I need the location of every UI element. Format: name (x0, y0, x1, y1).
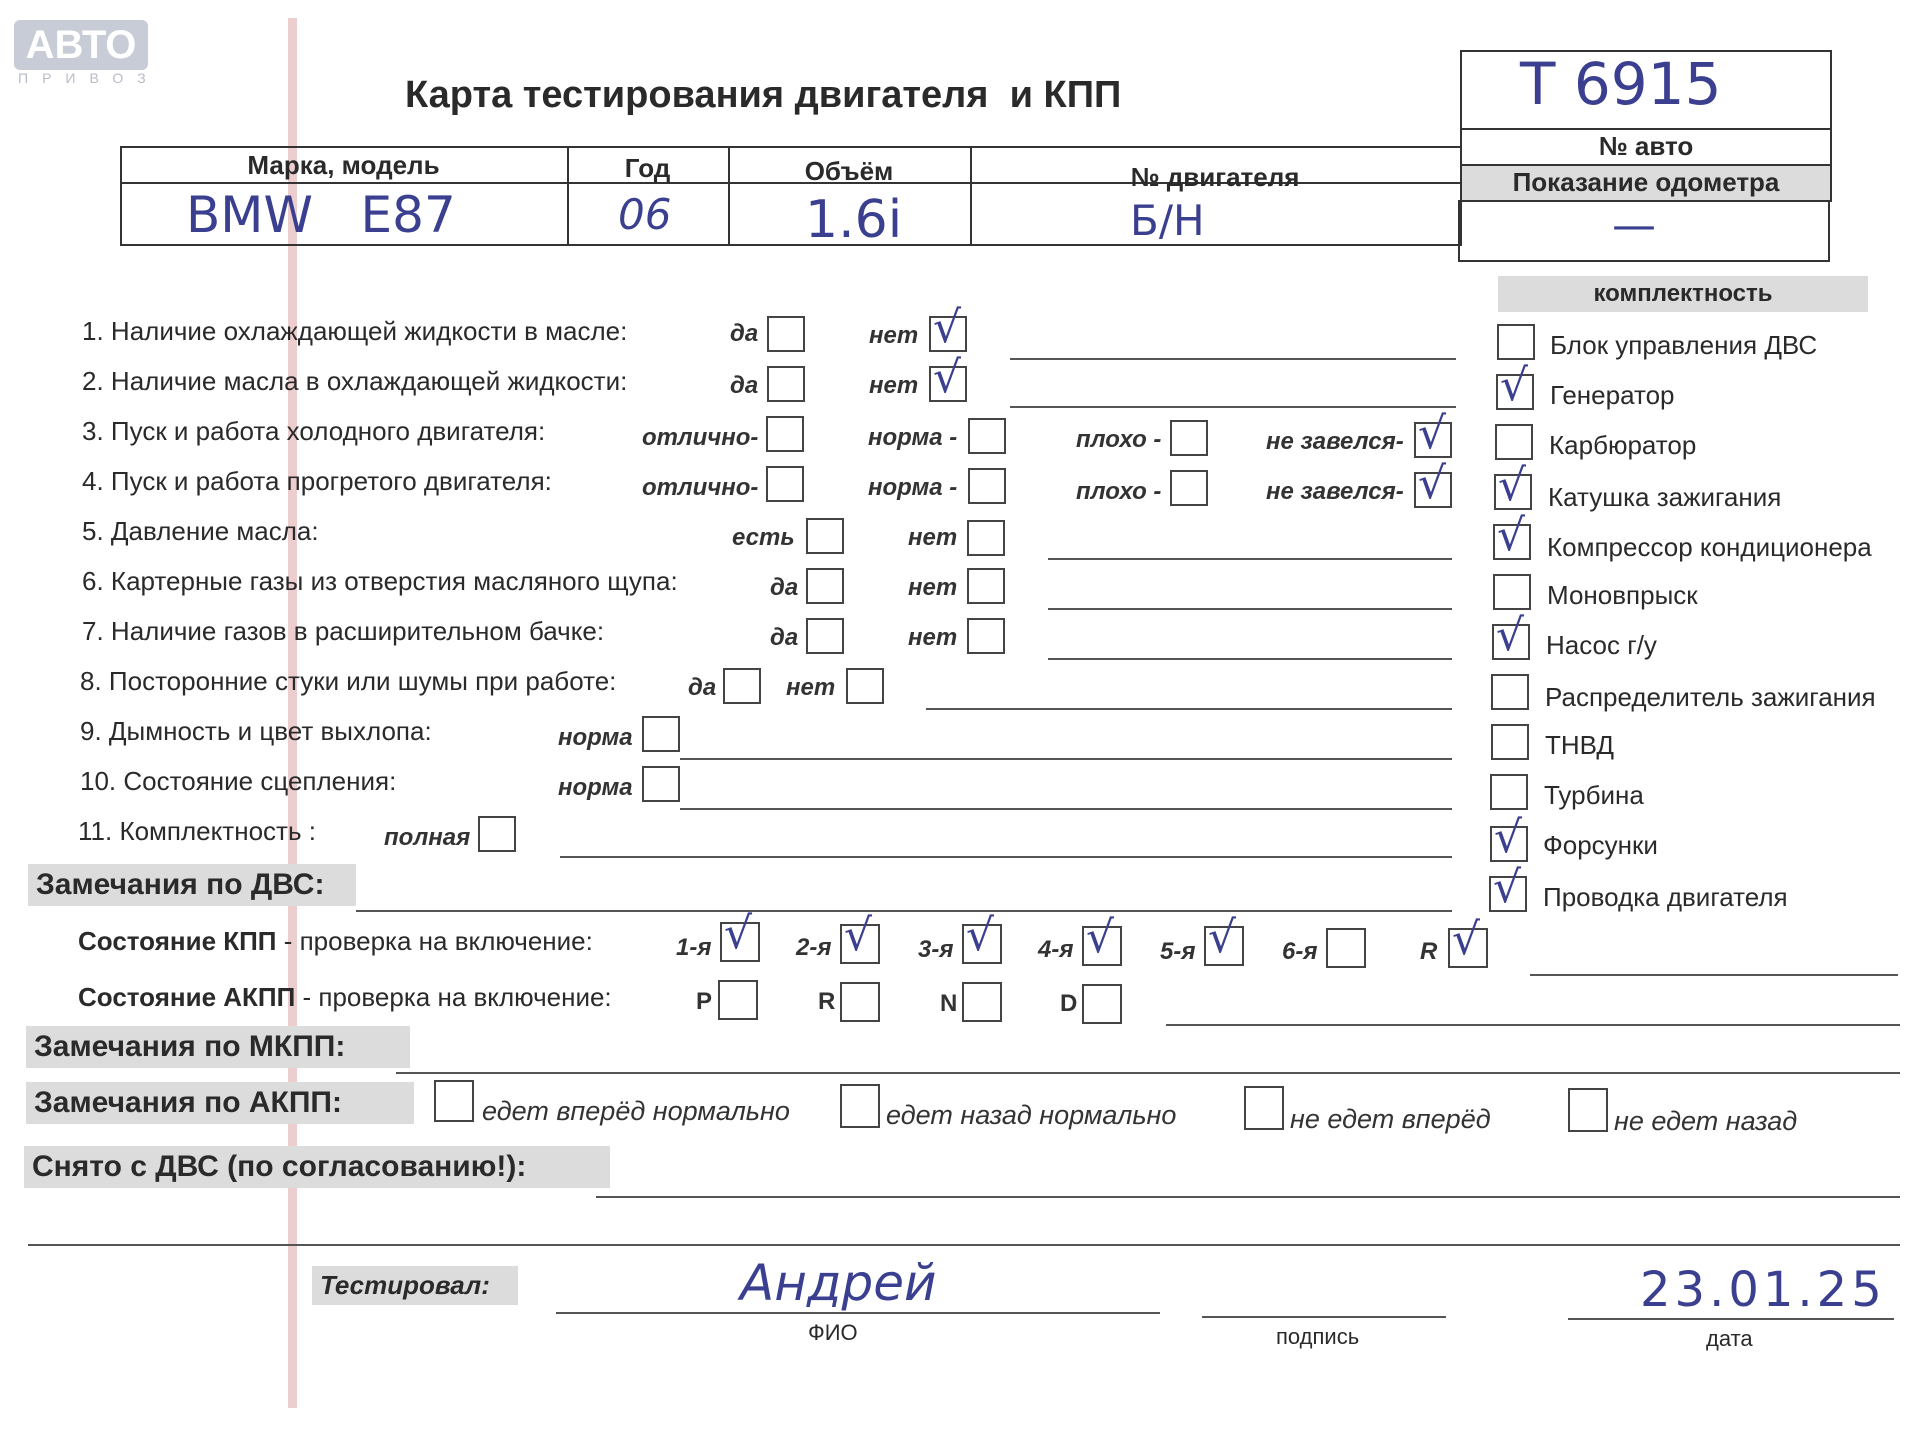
q5-no-checkbox[interactable] (967, 520, 1005, 556)
check-mark-icon: √ (1500, 360, 1529, 411)
q-text: Наличие охлаждающей жидкости в масле: (110, 316, 628, 346)
question-6 (82, 566, 678, 597)
completeness-label-10: Форсунки (1543, 830, 1658, 860)
question-5 (82, 516, 319, 547)
q2-da-checkbox[interactable] (767, 366, 805, 402)
completeness-checkbox-7[interactable] (1491, 674, 1529, 710)
col-header-volume: Объём (804, 156, 894, 186)
check-mark-icon: √ (933, 352, 962, 403)
logo-text: АВТО (25, 23, 137, 67)
q4-excellent-checkbox[interactable] (766, 466, 804, 502)
col-header-model: Марка, модель (247, 150, 440, 180)
tester-name: Андрей (740, 1254, 937, 1312)
q11-full-checkbox[interactable] (478, 816, 516, 852)
q-text: Наличие масла в охлаждающей жидкости: (110, 366, 628, 396)
engine-no-value: Б/Н (1130, 196, 1205, 245)
akpp-forward-ok-label: едет вперёд нормально (482, 1096, 790, 1126)
check-mark-icon: √ (1208, 912, 1237, 963)
q7-net-label: нет (908, 624, 958, 651)
gear-r-label: R (1420, 938, 1438, 965)
q7-da-checkbox[interactable] (806, 618, 844, 654)
q3-normal-checkbox[interactable] (968, 418, 1006, 454)
year-value: 06 (618, 190, 672, 239)
q-text: Пуск и работа холодного двигателя: (110, 416, 546, 446)
akpp-r-checkbox[interactable] (840, 982, 880, 1022)
logo (14, 20, 148, 70)
q6-net-checkbox[interactable] (967, 568, 1005, 604)
check-mark-icon: √ (933, 302, 962, 353)
removed-line-2 (28, 1244, 1900, 1246)
removed-label: Снято с ДВС (по согласованию!): (24, 1146, 610, 1188)
q-text: Картерные газы из отверстия масляного щупа: (110, 566, 678, 596)
question-3 (82, 416, 545, 447)
tested-label: Тестировал: (312, 1266, 518, 1305)
completeness-checkbox-9[interactable] (1490, 774, 1528, 810)
completeness-checkbox-3[interactable] (1494, 460, 1532, 511)
check-mark-icon: √ (1418, 408, 1447, 459)
completeness-label-6: Насос г/у (1546, 630, 1657, 660)
akpp-forward-ok-checkbox[interactable] (434, 1080, 474, 1122)
akpp-n-label: N (940, 990, 958, 1017)
q7-da-label: да (770, 624, 799, 651)
remarks-dvs-line (356, 910, 1452, 912)
removed-line-1 (596, 1196, 1900, 1198)
q4-normal-checkbox[interactable] (968, 468, 1006, 504)
completeness-label-2: Карбюратор (1549, 430, 1697, 460)
q-text: Посторонние стуки или шумы при работе: (108, 666, 617, 696)
fio-line (556, 1312, 1160, 1314)
q-text: Состояние сцепления: (123, 766, 397, 796)
q3-nostart-checkbox[interactable] (1414, 408, 1452, 459)
question-11 (78, 816, 316, 847)
date-line (1568, 1318, 1894, 1320)
volume-value: 1.6i (805, 190, 903, 250)
gear-2-checkbox[interactable] (840, 910, 880, 964)
gear-3-checkbox[interactable] (962, 910, 1002, 964)
completeness-label-11: Проводка двигателя (1543, 882, 1788, 912)
check-mark-icon: √ (724, 908, 753, 959)
fio-label: ФИО (808, 1320, 858, 1345)
logo-subtext: ПРИВОЗ (18, 70, 160, 86)
q8-da-label: да (688, 674, 717, 701)
q-text: Дымность и цвет выхлопа: (108, 716, 432, 746)
sign-label: подпись (1276, 1324, 1360, 1349)
completeness-label-0: Блок управления ДВС (1550, 330, 1818, 360)
question-2 (82, 366, 627, 397)
q4-bad-label: плохо - (1076, 478, 1162, 505)
gear-3-label: 3-я (918, 936, 954, 963)
q-num: 7. (82, 616, 104, 646)
akpp-no-forward-label: не едет вперёд (1290, 1104, 1491, 1134)
akpp-p-label: P (696, 988, 713, 1015)
akpp-d-checkbox[interactable] (1082, 984, 1122, 1024)
q3-bad-label: плохо - (1076, 426, 1162, 453)
akpp-label-bold: Состояние АКПП (78, 982, 296, 1012)
completeness-title: комплектность (1593, 280, 1773, 307)
check-mark-icon: √ (1497, 510, 1526, 561)
q7-net-checkbox[interactable] (967, 618, 1005, 654)
q5-yes-label: есть (732, 524, 795, 551)
q1-da-checkbox[interactable] (767, 316, 805, 352)
q6-net-label: нет (908, 574, 958, 601)
q4-normal-label: норма - (868, 474, 958, 501)
completeness-checkbox-11[interactable] (1489, 862, 1527, 913)
kpp-label (78, 926, 593, 957)
q2-net-label: нет (869, 372, 919, 399)
q4-excellent-label: отлично- (642, 474, 759, 501)
q6-notes-line (1048, 608, 1452, 610)
q1-net-label: нет (869, 322, 919, 349)
akpp-back-ok-checkbox[interactable] (840, 1084, 880, 1128)
q6-da-checkbox[interactable] (806, 568, 844, 604)
check-mark-icon: √ (844, 910, 873, 961)
q9-notes-line (680, 758, 1452, 760)
q3-excellent-label: отлично- (642, 424, 759, 451)
col-header-year: Год (624, 153, 671, 183)
akpp-d-label: D (1060, 990, 1078, 1017)
q1-notes-line (1010, 358, 1456, 360)
q-text: Пуск и работа прогретого двигателя: (110, 466, 552, 496)
date-label: дата (1706, 1326, 1753, 1351)
q8-net-checkbox[interactable] (846, 668, 884, 704)
completeness-label-9: Турбина (1544, 780, 1644, 810)
question-1 (82, 316, 627, 347)
odometer-label: Показание одометра (1512, 167, 1780, 197)
completeness-checkbox-1[interactable] (1496, 360, 1534, 411)
q-num: 11. (78, 816, 113, 846)
q4-nostart-label: не завелся- (1266, 478, 1404, 505)
check-mark-icon: √ (1493, 862, 1522, 913)
q10-norm-checkbox[interactable] (642, 766, 680, 802)
completeness-checkbox-10[interactable] (1490, 812, 1528, 863)
q3-normal-label: норма - (868, 424, 958, 451)
gear-6-checkbox[interactable] (1326, 928, 1366, 968)
completeness-checkbox-6[interactable] (1492, 610, 1530, 661)
question-9 (80, 716, 432, 747)
completeness-label-1: Генератор (1550, 380, 1675, 410)
q2-da-label: да (730, 372, 759, 399)
q-num: 3. (82, 416, 104, 446)
kpp-label-bold: Состояние КПП (78, 926, 277, 956)
akpp-n-checkbox[interactable] (962, 982, 1002, 1022)
odometer-value: — (1612, 200, 1656, 251)
q1-da-label: да (730, 320, 759, 347)
q2-net-checkbox[interactable] (929, 352, 967, 403)
check-mark-icon: √ (1496, 610, 1525, 661)
q7-notes-line (1048, 658, 1452, 660)
gear-2-label: 2-я (796, 934, 832, 961)
q11-notes-line (560, 856, 1452, 858)
remarks-dvs-label: Замечания по ДВС: (28, 864, 356, 906)
akpp-no-forward-checkbox[interactable] (1244, 1086, 1284, 1130)
completeness-checkbox-5[interactable] (1493, 574, 1531, 610)
q6-da-label: да (770, 574, 799, 601)
gear-1-checkbox[interactable] (720, 908, 760, 962)
akpp-r-label: R (818, 988, 836, 1015)
akpp-back-ok-label: едет назад нормально (886, 1100, 1177, 1130)
col-sep-3 (970, 146, 972, 246)
completeness-label-5: Моновпрыск (1547, 580, 1698, 610)
gear-r-checkbox[interactable] (1448, 914, 1488, 968)
question-10 (80, 766, 396, 797)
check-mark-icon: √ (1494, 812, 1523, 863)
model-value: BMW E87 (186, 186, 456, 244)
kpp-label-rest: - проверка на включение: (276, 926, 593, 956)
car-number-label: № авто (1598, 131, 1694, 161)
q5-no-label: нет (908, 524, 958, 551)
q10-norm-label: норма (558, 774, 633, 801)
gear-5-checkbox[interactable] (1204, 912, 1244, 966)
question-7 (82, 616, 604, 647)
kpp-notes-line (1530, 974, 1898, 976)
q5-notes-line (1048, 558, 1452, 560)
remarks-mkpp-label: Замечания по МКПП: (26, 1026, 410, 1068)
q-num: 1. (82, 316, 104, 346)
completeness-label-4: Компрессор кондиционера (1547, 532, 1872, 562)
car-number-value: Т 6915 (1520, 50, 1722, 118)
check-mark-icon: √ (1452, 914, 1481, 965)
completeness-label-8: ТНВД (1545, 730, 1615, 760)
q-text: Комплектность : (119, 816, 316, 846)
q-num: 6. (82, 566, 104, 596)
q4-nostart-checkbox[interactable] (1414, 458, 1452, 509)
q4-bad-checkbox[interactable] (1170, 470, 1208, 506)
q-num: 5. (82, 516, 104, 546)
akpp-label (78, 982, 612, 1013)
check-mark-icon: √ (1498, 460, 1527, 511)
completeness-label-7: Распределитель зажигания (1545, 682, 1876, 712)
q8-notes-line (926, 708, 1452, 710)
check-mark-icon: √ (966, 910, 995, 961)
q10-notes-line (680, 808, 1452, 810)
q9-norm-checkbox[interactable] (642, 716, 680, 752)
page-title: Карта тестирования двигателя и КПП (405, 74, 1122, 116)
gear-6-label: 6-я (1282, 938, 1318, 965)
q3-bad-checkbox[interactable] (1170, 420, 1208, 456)
akpp-no-back-checkbox[interactable] (1568, 1088, 1608, 1132)
date-value: 23.01.25 (1640, 1262, 1886, 1318)
question-4 (82, 466, 552, 497)
check-mark-icon: √ (1418, 458, 1447, 509)
check-mark-icon: √ (1086, 912, 1115, 963)
completeness-label-3: Катушка зажигания (1548, 482, 1782, 512)
q2-notes-line (1010, 406, 1456, 408)
q8-da-checkbox[interactable] (723, 668, 761, 704)
completeness-checkbox-4[interactable] (1493, 510, 1531, 561)
sign-line (1202, 1316, 1446, 1318)
col-header-engine-no: № двигателя (1130, 162, 1300, 192)
q-text: Наличие газов в расширительном бачке: (110, 616, 605, 646)
remarks-mkpp-line (396, 1072, 1900, 1074)
q9-norm-label: норма (558, 724, 633, 751)
q11-full-label: полная (384, 824, 471, 851)
q-num: 9. (80, 716, 102, 746)
q5-yes-checkbox[interactable] (806, 518, 844, 554)
gear-5-label: 5-я (1160, 938, 1196, 965)
q-num: 10. (80, 766, 117, 796)
completeness-checkbox-2[interactable] (1495, 424, 1533, 460)
akpp-label-rest: - проверка на включение: (295, 982, 612, 1012)
completeness-checkbox-0[interactable] (1497, 324, 1535, 360)
akpp-notes-line (1166, 1024, 1900, 1026)
question-8 (80, 666, 616, 697)
completeness-checkbox-8[interactable] (1491, 724, 1529, 760)
gear-4-checkbox[interactable] (1082, 912, 1122, 966)
q8-net-label: нет (786, 674, 836, 701)
q-num: 8. (80, 666, 102, 696)
q-text: Давление масла: (110, 516, 319, 546)
remarks-akpp-label: Замечания по АКПП: (26, 1082, 414, 1124)
q3-excellent-checkbox[interactable] (766, 416, 804, 452)
q-num: 4. (82, 466, 104, 496)
q3-nostart-label: не завелся- (1266, 428, 1404, 455)
q-num: 2. (82, 366, 104, 396)
q1-net-checkbox[interactable] (929, 302, 967, 353)
akpp-no-back-label: не едет назад (1614, 1106, 1798, 1136)
gear-4-label: 4-я (1038, 936, 1074, 963)
akpp-p-checkbox[interactable] (718, 980, 758, 1020)
gear-1-label: 1-я (676, 934, 712, 961)
